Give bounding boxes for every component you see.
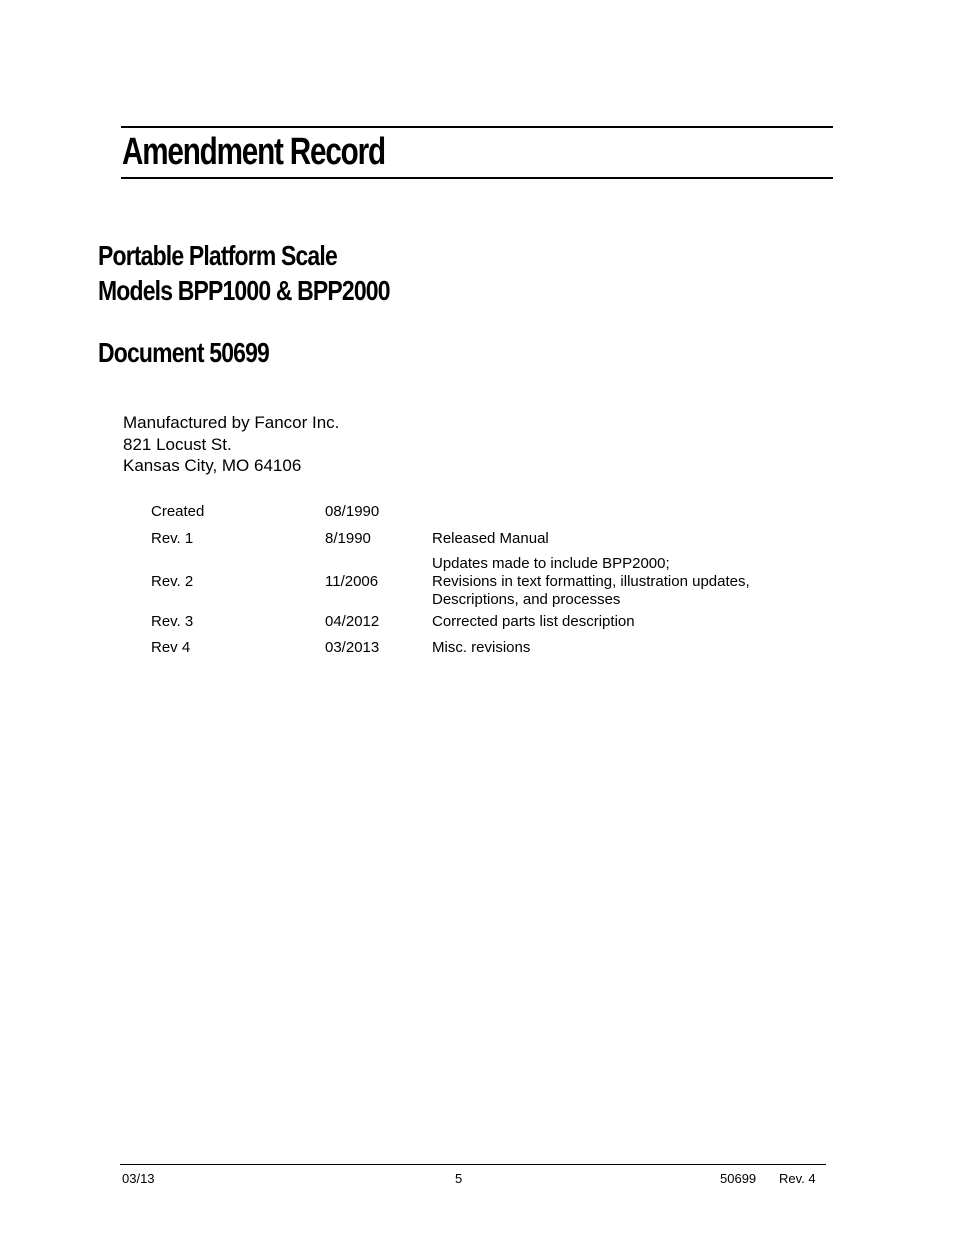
footer-document-number: 50699 xyxy=(720,1171,757,1186)
revision-row xyxy=(151,637,792,659)
document-number-heading: Document 50699 xyxy=(98,337,270,368)
manufacturer-name: Manufactured by Fancor Inc. xyxy=(123,413,340,432)
manufacturer-street: 821 Locust St. xyxy=(123,434,232,454)
footer-page-number: 5 xyxy=(455,1171,463,1186)
footer-date: 03/13 xyxy=(122,1171,155,1186)
revision-description xyxy=(432,639,792,657)
revision-description-line: Updates made to include BPP2000; xyxy=(432,555,670,572)
manufacturer-address xyxy=(123,412,339,477)
revision-description-line: Released Manual xyxy=(432,530,549,547)
footer-rule xyxy=(120,1164,826,1165)
revision-description xyxy=(432,530,792,548)
revision-table xyxy=(151,501,792,659)
revision-description xyxy=(432,555,792,609)
revision-description-line: Descriptions, and processes xyxy=(432,591,621,608)
revision-label: Rev. 2 xyxy=(151,573,194,590)
footer-revision: Rev. 4 xyxy=(779,1171,816,1186)
revision-date: 04/2012 xyxy=(325,613,380,630)
revision-date: 03/2013 xyxy=(325,639,380,656)
product-models: Models BPP1000 & BPP2000 xyxy=(98,275,390,306)
title-rule-bottom xyxy=(121,177,833,179)
revision-description-line: Corrected parts list description xyxy=(432,613,635,630)
revision-description-line: Misc. revisions xyxy=(432,639,531,656)
revision-date: 08/1990 xyxy=(325,503,380,520)
revision-label: Rev. 3 xyxy=(151,613,194,630)
revision-description-line: Revisions in text formatting, illustration updates, xyxy=(432,573,750,590)
revision-row xyxy=(151,611,792,633)
revision-row xyxy=(151,501,792,523)
page-title: Amendment Record xyxy=(122,131,385,173)
revision-label: Created xyxy=(151,503,205,520)
revision-description xyxy=(432,613,792,631)
revision-label: Rev. 1 xyxy=(151,530,194,547)
product-name: Portable Platform Scale xyxy=(98,240,337,271)
revision-date: 8/1990 xyxy=(325,530,371,547)
revision-row xyxy=(151,526,792,552)
revision-row xyxy=(151,555,792,609)
revision-date: 11/2006 xyxy=(325,573,379,590)
manufacturer-city: Kansas City, MO 64106 xyxy=(123,456,302,475)
revision-label: Rev 4 xyxy=(151,639,191,656)
